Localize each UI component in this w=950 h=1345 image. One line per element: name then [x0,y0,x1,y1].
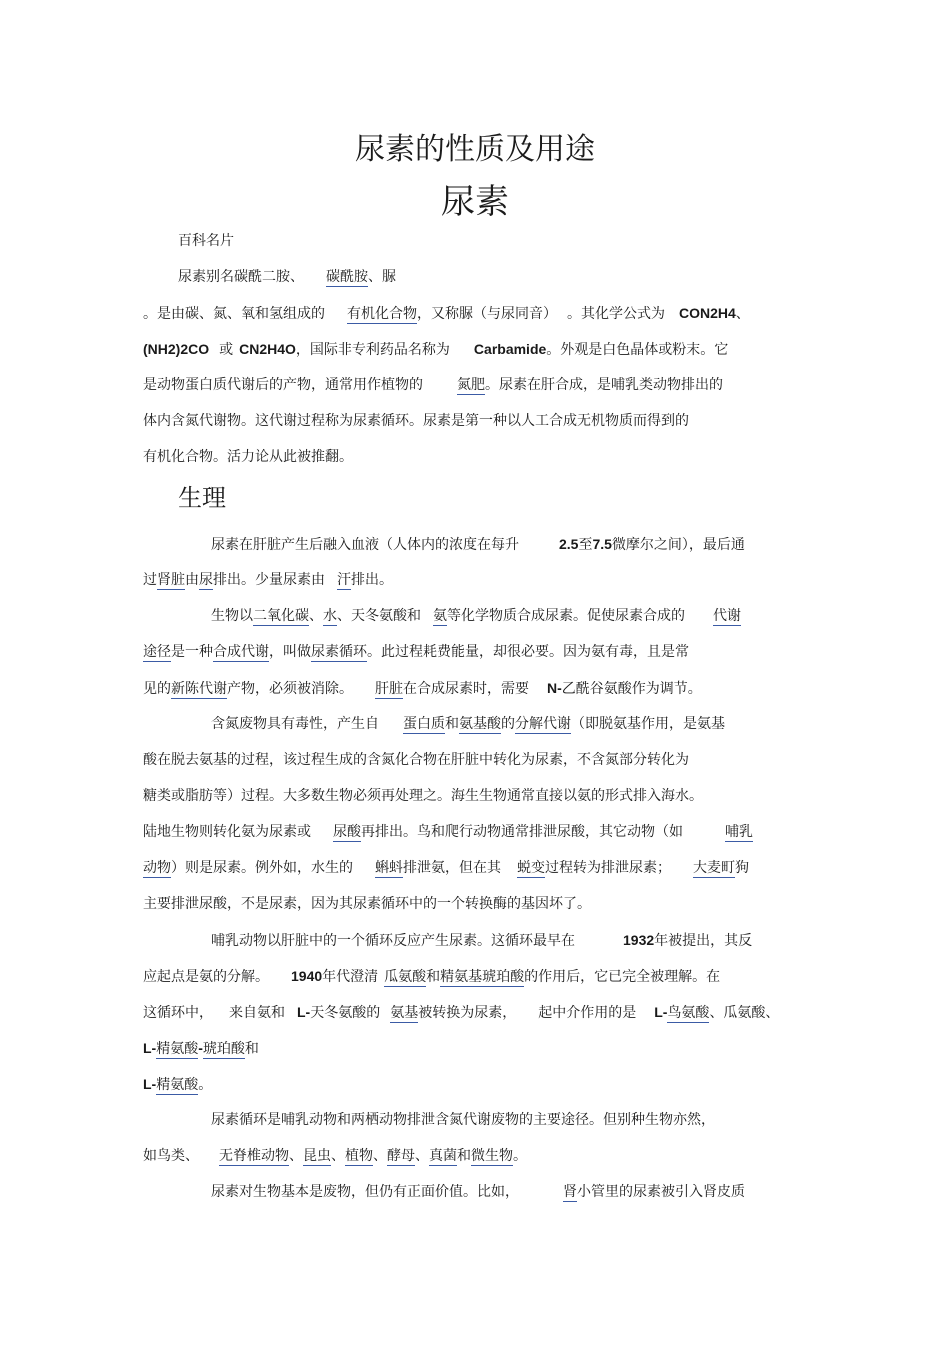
text-run: 和 [244,1041,259,1057]
term-link[interactable]: 途径 [143,644,171,660]
term-link[interactable]: 碳酰胺 [326,269,368,285]
text-run: 小管里的尿素被引入肾皮质 [577,1184,745,1200]
text-run: 、天冬氨酸和 [337,608,421,624]
text-run: 的 [501,716,515,732]
bold-text: 2.5 [559,536,579,552]
text-run: 尿素别名碳酰二胺、 [178,269,304,285]
term-link[interactable]: 动物 [143,860,171,876]
text-run: 被转换为尿素， [418,1005,517,1021]
bold-text: - [198,1040,203,1056]
text-run: 陆地生物则转化氨为尿素或 [143,824,311,840]
term-link[interactable]: 汗 [337,572,351,588]
term-link[interactable]: 有机化合物 [347,306,417,322]
text-line [143,889,810,919]
text-run: 、脲 [368,269,396,285]
term-link[interactable]: 鸟氨酸 [667,1005,710,1021]
term-link[interactable]: 琥珀酸 [202,1041,245,1057]
text-run: 过程转为排泄尿素； [545,860,671,876]
text-run: 。 [513,1148,527,1164]
text-run: 和 [445,716,459,732]
text-line [143,334,810,364]
bold-text: (NH2)2CO [143,341,210,357]
term-link[interactable]: 哺乳 [725,824,753,840]
bold-text: Carbamide [473,341,547,357]
bold-text: N- [547,680,562,696]
bold-text: 1932 [623,932,655,948]
text-line [143,1033,810,1063]
term-link[interactable]: 精氨基琥珀酸 [440,969,525,985]
text-run: 生物以 [211,608,253,624]
term-link[interactable]: 肾脏 [157,572,185,588]
text-line [143,997,810,1027]
term-link[interactable]: 瓜氨酸 [384,969,427,985]
bold-text: CN2H4O [239,341,296,357]
section-heading-physiology: 生理 [178,484,226,512]
text-run: 、 [289,1148,303,1164]
text-line [178,262,810,292]
term-link[interactable]: 合成代谢 [213,644,269,660]
text-run: 百科名片 [178,233,234,249]
text-run: 、 [415,1148,429,1164]
document-subtitle: 尿素 [441,182,509,222]
bold-text: 1940 [291,968,323,984]
bold-text: L- [654,1004,668,1020]
text-run: 天冬氨酸的 [310,1005,381,1021]
bold-text: L- [297,1004,311,1020]
term-link[interactable]: 昆虫 [303,1148,331,1164]
text-line [143,442,810,472]
term-link[interactable]: 氮肥 [457,377,485,393]
term-link[interactable]: 蝌蚪 [375,860,403,876]
text-run: 过 [143,572,157,588]
term-link[interactable]: 二氧化碳 [253,608,309,624]
term-link[interactable]: 蜕变 [517,860,545,876]
text-run: 、 [735,306,750,322]
term-link[interactable]: 无脊椎动物 [219,1148,289,1164]
text-run: 、 [373,1148,387,1164]
text-line [143,1069,810,1099]
bold-text: L- [143,1040,157,1056]
text-line [143,745,810,775]
term-link[interactable]: 新陈代谢 [171,681,227,697]
text-line [211,925,810,955]
term-link[interactable]: 尿 [199,572,213,588]
text-run: 、 [309,608,323,624]
text-run: （即脱氨基作用，是氨基 [571,716,725,732]
text-line [143,961,810,991]
text-run: 在合成尿素时，需要 [403,681,529,697]
text-run: 见的 [143,681,171,697]
term-link[interactable]: 氨 [433,608,447,624]
term-link[interactable]: 肝脏 [375,681,403,697]
text-line [143,406,810,436]
text-run: 、 [331,1148,345,1164]
text-run: 尿素对生物基本是废物，但仍有正面价值。比如， [211,1184,519,1200]
text-line [211,1105,810,1135]
term-link[interactable]: 精氨酸 [156,1041,199,1057]
text-run: ）则是尿素。例外如，水生的 [171,860,353,876]
text-run: 的作用后，它已完全被理解。在 [524,969,721,985]
term-link[interactable]: 精氨酸 [156,1077,199,1093]
term-link[interactable]: 大麦町 [693,860,735,876]
text-run: 有机化合物。活力论从此被推翻。 [143,449,353,465]
text-line [211,601,810,631]
text-run: 如鸟类、 [143,1148,199,1164]
text-line [211,709,810,739]
text-run: 酸在脱去氨基的过程，该过程生成的含氮化合物在肝脏中转化为尿素，不含氮部分转化为 [143,752,689,768]
bold-text: 7.5 [592,536,612,552]
text-run: 。外观是白色晶体或粉末。它 [546,342,729,358]
text-run: 尿素循环是哺乳动物和两栖动物排泄含氮代谢废物的主要途径。但别种生物亦然， [211,1112,715,1128]
text-run: 再排出。鸟和爬行动物通常排泄尿酸，其它动物（如 [361,824,683,840]
text-run: 等化学物质合成尿素。促使尿素合成的 [447,608,685,624]
text-run: 来自氨和 [229,1005,285,1021]
text-run: 尿素在肝脏产生后融入血液（人体内的浓度在每升 [211,537,519,553]
text-run: 哺乳动物以肝脏中的一个循环反应产生尿素。这循环最早在 [211,933,575,949]
text-run: 微摩尔之间），最后通 [611,537,745,553]
term-link[interactable]: 代谢 [713,608,741,624]
text-run: ，叫做 [269,644,311,660]
text-run: 含氮废物具有毒性，产生自 [211,716,379,732]
term-link[interactable]: 氨基 [390,1005,419,1021]
document-title: 尿素的性质及用途 [355,132,595,167]
text-line [211,1177,810,1207]
term-link[interactable]: 真菌 [429,1148,457,1164]
bold-text: L- [143,1076,157,1092]
term-link[interactable]: 蛋白质 [403,716,445,732]
text-run: 排泄氨，但在其 [403,860,501,876]
text-run: 至 [578,537,593,553]
term-link[interactable]: 肾 [563,1184,577,1200]
text-line [143,370,810,400]
text-run: 产物，必须被消除。 [227,681,353,697]
term-link[interactable]: 微生物 [471,1148,513,1164]
text-run: 乙酰谷氨酸作为调节。 [561,681,702,697]
text-run: 糖类或脂肪等）过程。大多数生物必须再处理之。海生生物通常直接以氨的形式排入海水。 [143,788,703,804]
text-run: 排出。 [351,572,393,588]
text-run: 排出。少量尿素由 [213,572,325,588]
text-run: 。 [198,1077,213,1093]
term-link[interactable]: 尿素循环 [311,644,367,660]
text-run: 狗 [735,860,749,876]
bold-text: CON2H4 [679,305,736,321]
text-run: 起中介作用的是 [538,1005,637,1021]
text-run: 或 [219,342,234,358]
text-run: 年代澄清 [322,969,379,985]
text-run: 。尿素在肝合成，是哺乳类动物排出的 [485,377,723,393]
text-line [143,565,810,595]
text-run: 由 [185,572,199,588]
term-link[interactable]: 氨基酸 [459,716,501,732]
text-run: 、瓜氨酸、 [709,1005,780,1021]
text-run: 年被提出，其反 [654,933,753,949]
text-line [143,673,810,703]
text-run: 是一种 [171,644,213,660]
term-link[interactable]: 植物 [345,1148,373,1164]
text-line [178,226,810,256]
text-line [143,298,810,328]
text-run: 。此过程耗费能量，却很必要。因为氨有毒，且是常 [367,644,689,660]
term-link[interactable]: 酵母 [387,1148,415,1164]
text-run: 和 [457,1148,471,1164]
text-run: 体内含氮代谢物。这代谢过程称为尿素循环。尿素是第一种以人工合成无机物质而得到的 [143,413,689,429]
text-line [143,853,810,883]
text-line [143,817,810,847]
text-run: ，国际非专利药品名称为 [295,342,450,358]
text-run: 主要排泄尿酸，不是尿素，因为其尿素循环中的一个转换酶的基因坏了。 [143,896,591,912]
text-line [143,637,810,667]
text-line [143,1141,810,1171]
text-line [143,781,810,811]
text-run: ，又称脲（与尿同音） [417,306,557,322]
text-run: 。其化学公式为 [567,306,665,322]
term-link[interactable]: 分解代谢 [515,716,571,732]
text-run: 这循环中， [143,1005,213,1021]
text-run: 和 [426,969,441,985]
text-run: 应起点是氨的分解。 [143,969,269,985]
text-line [211,529,810,559]
term-link[interactable]: 尿酸 [333,824,361,840]
text-run: 是动物蛋白质代谢后的产物，通常用作植物的 [143,377,423,393]
text-run: 。是由碳、氮、氧和氢组成的 [143,306,325,322]
term-link[interactable]: 水 [323,608,337,624]
